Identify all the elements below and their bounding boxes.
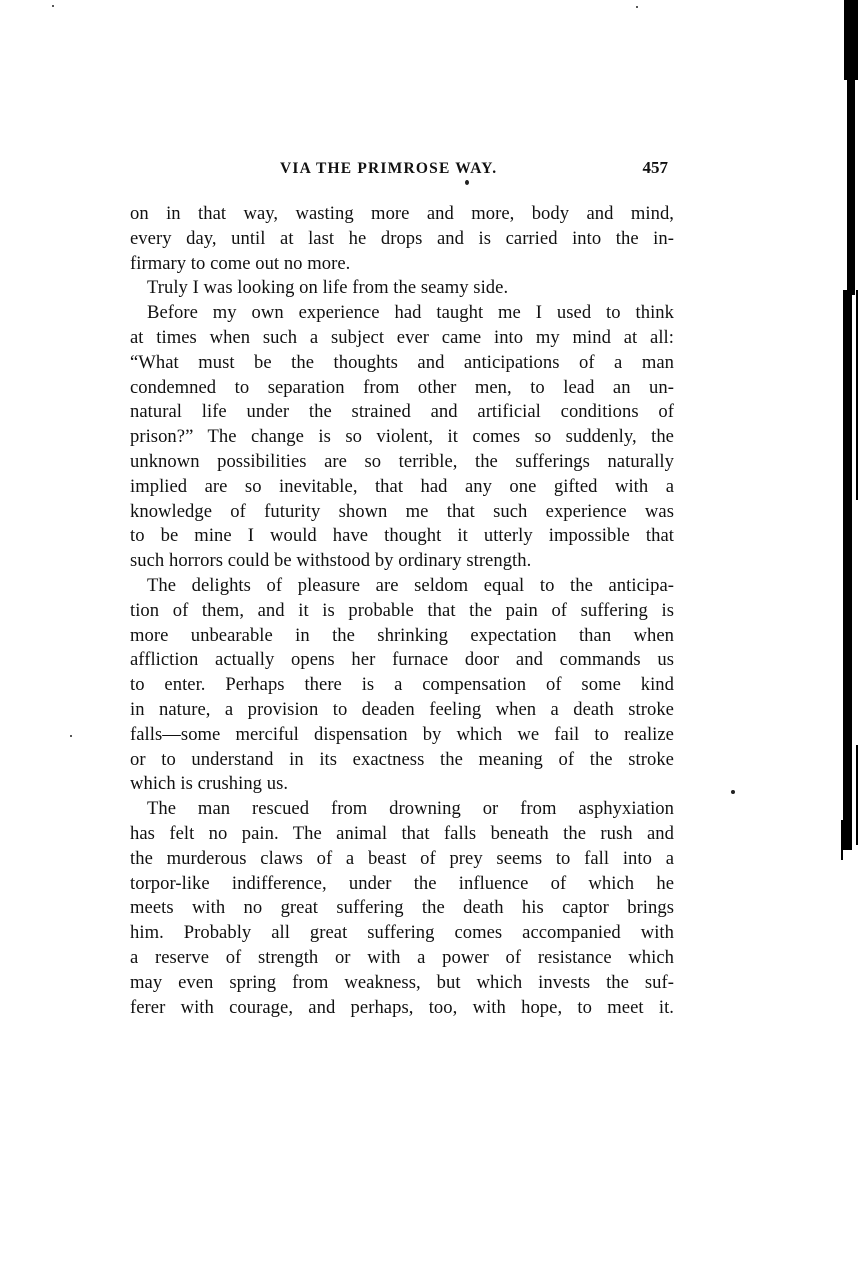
scan-speck xyxy=(465,180,469,185)
text-line: to enter. Perhaps there is a compensation of some kind xyxy=(130,674,674,696)
scan-line xyxy=(856,745,858,845)
text-line: in nature, a provision to deaden feeling when a death stroke xyxy=(130,698,674,720)
text-line: “What must be the thoughts and anticipations of a man xyxy=(130,351,674,373)
text-line: torpor-like indifference, under the influence of which he xyxy=(130,872,674,894)
scan-edge-middle xyxy=(843,290,852,850)
text-line: has felt no pain. The animal that falls beneath the rush and xyxy=(130,822,674,844)
text-line: affliction actually opens her furnace door and commands us xyxy=(130,649,674,671)
text-line: Truly I was looking on life from the seamy side. xyxy=(147,277,509,299)
text-line: such horrors could be withstood by ordinary strength. xyxy=(130,550,532,572)
body-text xyxy=(130,202,674,1020)
running-head xyxy=(130,160,690,184)
text-line: tion of them, and it is probable that the pain of suffering is xyxy=(130,599,674,621)
text-line: may even spring from weakness, but which invests the suf- xyxy=(130,971,674,993)
text-line: every day, until at last he drops and is carried into the in- xyxy=(130,227,674,249)
text-line: which is crushing us. xyxy=(130,773,289,795)
text-line: knowledge of futurity shown me that such experience was xyxy=(130,500,674,522)
text-line: a reserve of strength or with a power of resistance which xyxy=(130,946,674,968)
text-line: condemned to separation from other men, to lead an un- xyxy=(130,376,674,398)
scan-speck xyxy=(70,735,72,737)
scan-line xyxy=(856,290,858,500)
text-line: unknown possibilities are so terrible, the sufferings naturally xyxy=(130,450,674,472)
text-line: meets with no great suffering the death his captor brings xyxy=(130,897,674,919)
text-line: on in that way, wasting more and more, body and mind, xyxy=(130,203,674,224)
page-number: 457 xyxy=(642,158,668,177)
scan-edge-upper xyxy=(847,80,855,295)
scan-speck xyxy=(731,790,735,794)
text-line: Before my own experience had taught me I used to think xyxy=(147,302,674,324)
text-line: or to understand in its exactness the meaning of the stroke xyxy=(130,748,674,770)
scan-speck xyxy=(52,5,54,7)
text-line: The delights of pleasure are seldom equal to the anticipa- xyxy=(147,574,674,596)
text-line: ferer with courage, and perhaps, too, with hope, to meet it. xyxy=(130,996,674,1018)
text-line: more unbearable in the shrinking expectation than when xyxy=(130,624,674,646)
text-line: firmary to come out no more. xyxy=(130,252,351,274)
scan-edge-top xyxy=(844,0,858,80)
text-line: the murderous claws of a beast of prey seems to fall into a xyxy=(130,847,674,869)
text-line: to be mine I would have thought it utterly impossible that xyxy=(130,525,674,547)
text-line: him. Probably all great suffering comes accompanied with xyxy=(130,922,674,944)
scan-line xyxy=(841,820,843,860)
text-line: falls—some merciful dispensation by which we fail to realize xyxy=(130,723,674,745)
text-line: at times when such a subject ever came into my mind at all: xyxy=(130,326,674,348)
text-line: natural life under the strained and artificial conditions of xyxy=(130,401,674,423)
scan-speck xyxy=(636,6,638,8)
text-line: implied are so inevitable, that had any one gifted with a xyxy=(130,475,674,497)
text-line: The man rescued from drowning or from asphyxiation xyxy=(147,798,674,820)
text-line: prison?” The change is so violent, it comes so suddenly, the xyxy=(130,426,674,448)
running-title: VIA THE PRIMROSE WAY. xyxy=(280,160,498,177)
